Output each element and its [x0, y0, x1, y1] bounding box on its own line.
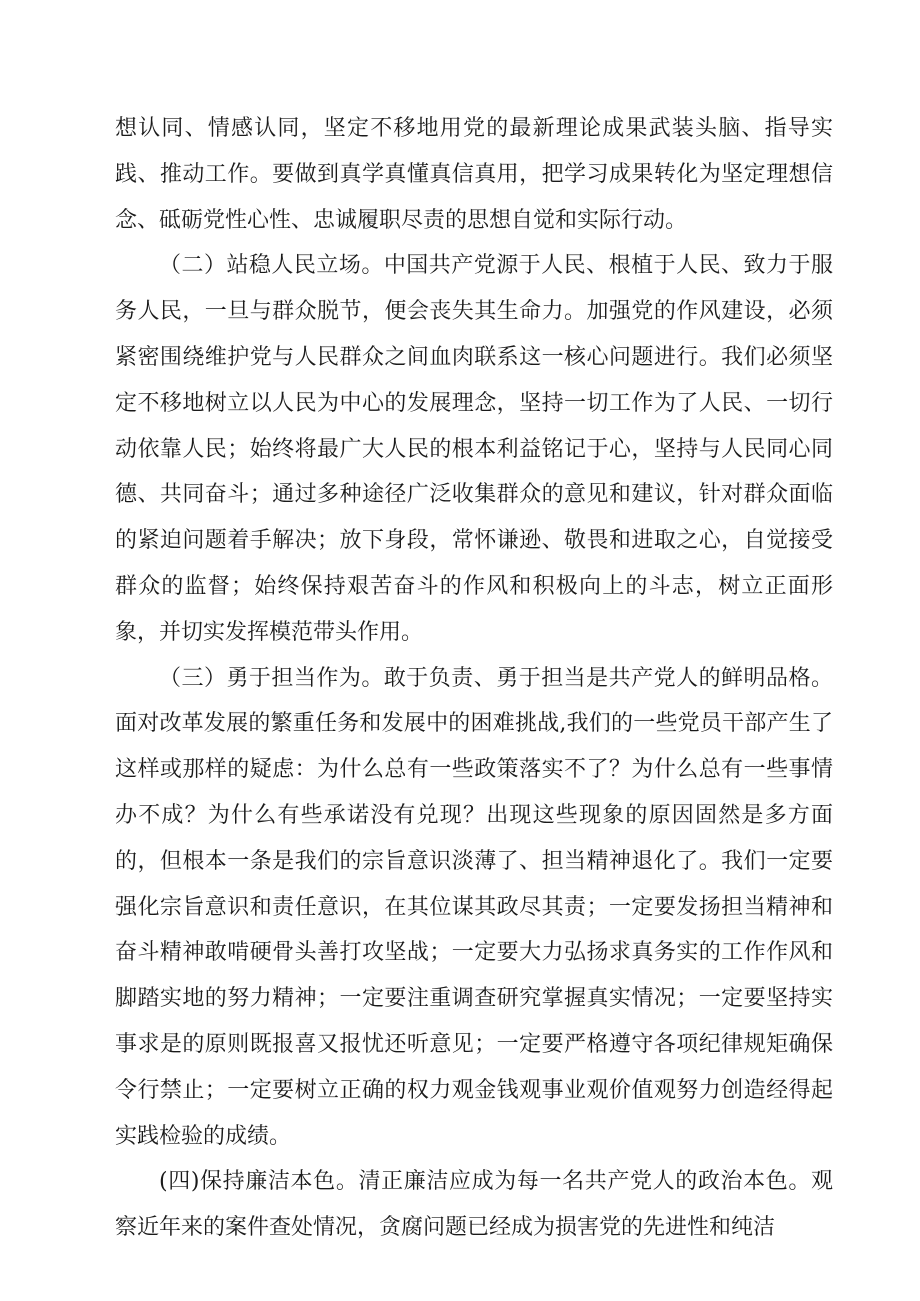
paragraph-continuation: 想认同、情感认同，坚定不移地用党的最新理论成果武装头脑、指导实践、推动工作。要做到真学真懂真信真用，把学习成果转化为坚定理想信念、砥砺党性心性、忠诚履职尽责的思想自觉和实际行动。 — [115, 116, 833, 233]
paragraph-people-stance: （二）站稳人民立场。中国共产党源于人民、根植于人民、致力于服务人民，一旦与群众脱节，便会丧失其生命力。加强党的作风建设，必须紧密围绕维护党与人民群众之间血肉联系这一核心问题进行。我们必须坚定不移地树立以人民为中心的发展理念，坚持一切工作为了人民、一切行动依靠人民；始终将最广大人民的根本利益铭记于心，坚持与人民同心同德、共同奋斗；通过多种途径广泛收集群众的意见和建议，针对群众面临的紧迫问题着手解决；放下身段，常怀谦逊、敬畏和进取之心，自觉接受群众的监督；始终保持艰苦奋斗的作风和积极向上的斗志，树立正面形象，并切实发挥模范带头作用。 — [115, 253, 833, 645]
document-body — [115, 106, 833, 1251]
paragraph-responsibility: （三）勇于担当作为。敢于负责、勇于担当是共产党人的鲜明品格。面对改革发展的繁重任务和发展中的困难挑战,我们的一些党员干部产生了这样或那样的疑虑：为什么总有一些政策落实不了？为什么总有一些事情办不成？为什么有些承诺没有兑现？出现这些现象的原因固然是多方面的，但根本一条是我们的宗旨意识淡薄了、担当精神退化了。我们一定要强化宗旨意识和责任意识，在其位谋其政尽其责；一定要发扬担当精神和奋斗精神敢啃硬骨头善打攻坚战；一定要大力弘扬求真务实的工作作风和脚踏实地的努力精神；一定要注重调查研究掌握真实情况；一定要坚持实事求是的原则既报喜又报忧还听意见；一定要严格遵守各项纪律规矩确保令行禁止；一定要树立正确的权力观金钱观事业观价值观努力创造经得起实践检验的成绩。 — [115, 665, 833, 1149]
paragraph-integrity: (四)保持廉洁本色。清正廉洁应成为每一名共产党人的政治本色。观察近年来的案件查处情况，贪腐问题已经成为损害党的先进性和纯洁 — [115, 1169, 833, 1241]
